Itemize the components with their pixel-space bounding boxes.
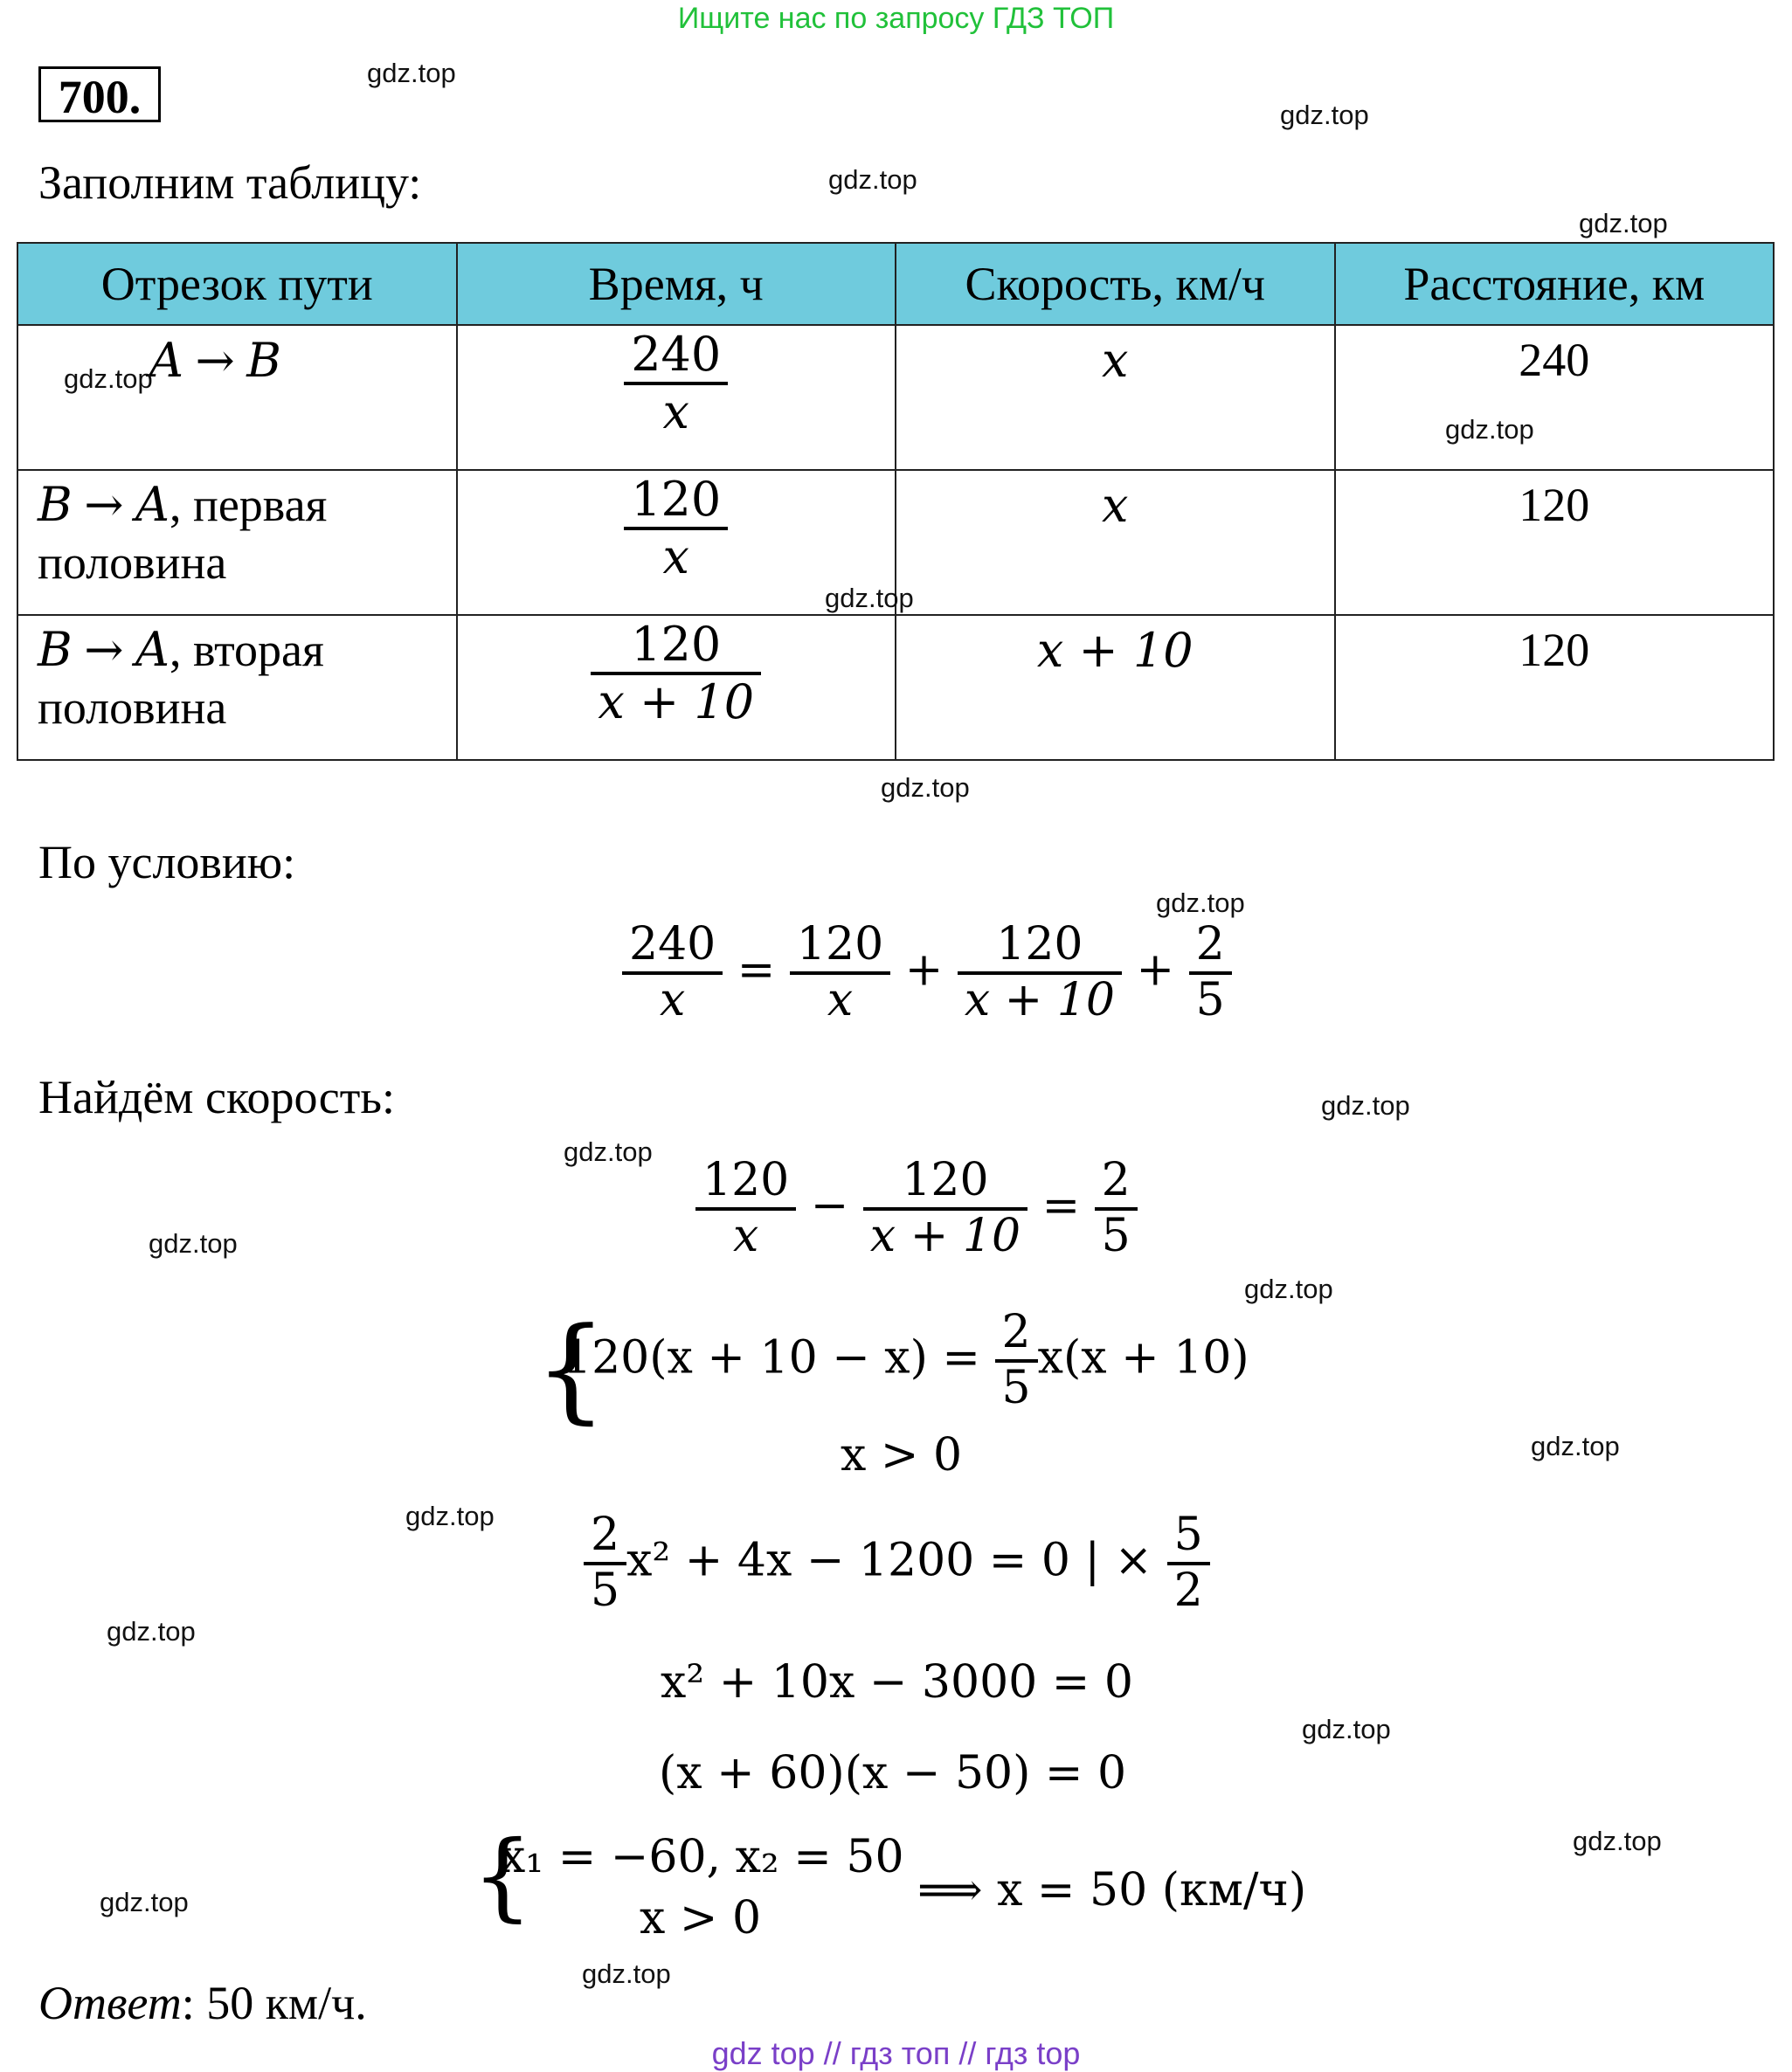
arrow-icon: → (84, 477, 124, 532)
segment-cell (17, 325, 457, 470)
watermark: gdz.top (149, 1228, 238, 1259)
fraction-numerator: 120 (631, 472, 722, 527)
footer-links[interactable]: gdz top // гдз топ // гдз top (711, 2035, 1081, 2071)
speed-cell: x (896, 470, 1335, 615)
watermark: gdz.top (1302, 1714, 1391, 1744)
segment-label: , вторая (169, 624, 324, 676)
watermark: gdz.top (1579, 208, 1668, 238)
fraction (1189, 919, 1232, 1027)
table-header-row (17, 243, 1774, 325)
brace-icon: { (535, 1302, 607, 1435)
fraction-denominator: x (695, 1207, 796, 1263)
fraction-denominator: 2 (1167, 1562, 1210, 1618)
segment-label: половина (38, 681, 227, 734)
fraction-denominator: x + 10 (591, 672, 761, 729)
fraction-numerator: 120 (631, 617, 722, 672)
watermark: gdz.top (825, 583, 914, 613)
system-2-conclusion: ⟹ x = 50 (км/ч) (917, 1864, 1307, 1917)
distance-cell: 120 (1335, 615, 1775, 760)
watermark: gdz.top (1244, 1274, 1333, 1304)
watermark: gdz.top (828, 164, 917, 195)
equation-3: x² + 10x − 3000 = 0 (661, 1656, 1133, 1709)
equation-2 (584, 1509, 1210, 1618)
brace-icon: { (472, 1820, 533, 1931)
equation-part: x² + 4x − 1200 = 0 | × (626, 1534, 1153, 1587)
fraction-numerator: 120 (902, 1154, 989, 1206)
top-banner[interactable]: Ищите нас по запросу ГДЗ ТОП (677, 2, 1115, 35)
fraction-denominator: 5 (584, 1562, 626, 1618)
system-2-line-1: x₁ = −60, x₂ = 50 (500, 1831, 904, 1883)
watermark: gdz.top (582, 1958, 671, 1989)
condition-equation (622, 919, 1232, 1027)
equation-1 (695, 1155, 1138, 1263)
fraction-denominator: x + 10 (863, 1207, 1027, 1263)
table-header: Время, ч (457, 243, 896, 325)
fraction-numerator: 2 (1195, 918, 1225, 970)
distance-cell: 240 (1335, 325, 1775, 470)
table-header: Отрезок пути (17, 243, 457, 325)
table-header: Скорость, км/ч (896, 243, 1335, 325)
watermark: gdz.top (1280, 100, 1369, 130)
segment-point: A (135, 622, 170, 677)
time-fraction (624, 473, 728, 584)
watermark: gdz.top (1531, 1431, 1620, 1461)
fraction (790, 919, 890, 1027)
fraction-denominator: x (624, 382, 728, 439)
fraction-denominator: 5 (1095, 1207, 1138, 1263)
fraction-numerator: 240 (631, 327, 722, 382)
answer (38, 1976, 367, 2030)
fraction-denominator: 5 (995, 1359, 1038, 1415)
table-row (17, 615, 1774, 760)
segment-point: B (38, 622, 73, 677)
system-1-line-1 (563, 1307, 1249, 1415)
segment-cell (17, 470, 457, 615)
system-2-line-2: x > 0 (640, 1892, 762, 1944)
answer-value: : 50 км/ч. (181, 1977, 367, 2029)
fraction-denominator: x + 10 (958, 971, 1122, 1027)
heading-find-speed: Найдём скорость: (38, 1071, 395, 1123)
heading-fill-table: Заполним таблицу: (38, 156, 422, 209)
fraction (695, 1155, 796, 1263)
plus-sign: + (904, 943, 944, 997)
watermark: gdz.top (1445, 414, 1534, 445)
fraction (863, 1155, 1027, 1263)
plus-sign: + (1136, 943, 1175, 997)
fraction-numerator: 240 (629, 918, 716, 970)
distance-cell: 120 (1335, 470, 1775, 615)
time-fraction (624, 328, 728, 439)
segment-cell (17, 615, 457, 760)
table-header: Расстояние, км (1335, 243, 1775, 325)
watermark: gdz.top (1156, 888, 1245, 918)
fraction-denominator: 5 (1189, 971, 1232, 1027)
fraction-numerator: 120 (796, 918, 884, 970)
arrow-icon: → (195, 333, 235, 388)
problem-number: 700. (38, 66, 161, 122)
watermark: gdz.top (367, 58, 456, 88)
equals-sign: = (737, 943, 776, 997)
fraction (584, 1509, 626, 1618)
fraction-denominator: x (624, 527, 728, 584)
arrow-icon: → (84, 622, 124, 677)
system-1-line-2: x > 0 (841, 1429, 963, 1481)
fraction (958, 919, 1122, 1027)
equation-part: x(x + 10) (1037, 1331, 1249, 1385)
equation-4: (x + 60)(x − 50) = 0 (659, 1747, 1127, 1799)
segment-label: , первая (169, 479, 328, 531)
watermark: gdz.top (1573, 1826, 1662, 1856)
heading-condition: По условию: (38, 836, 296, 888)
minus-sign: − (810, 1179, 849, 1233)
fraction (1167, 1509, 1210, 1618)
watermark: gdz.top (107, 1616, 196, 1647)
fraction-numerator: 2 (591, 1509, 620, 1561)
fraction-numerator: 120 (996, 918, 1083, 970)
fraction-numerator: 2 (1001, 1306, 1031, 1358)
fraction-numerator: 5 (1173, 1509, 1203, 1561)
watermark: gdz.top (100, 1887, 189, 1917)
time-cell (457, 325, 896, 470)
equals-sign: = (1041, 1179, 1081, 1233)
segment-point: A (149, 333, 183, 388)
speed-cell: x (896, 325, 1335, 470)
fraction-numerator: 120 (702, 1154, 790, 1206)
watermark: gdz.top (405, 1501, 495, 1531)
fraction (622, 919, 723, 1027)
fraction (1095, 1155, 1138, 1263)
fraction (995, 1307, 1038, 1415)
watermark: gdz.top (564, 1136, 653, 1167)
time-fraction (591, 618, 761, 729)
segment-point: B (246, 333, 281, 388)
segment-label: половина (38, 536, 227, 589)
segment-point: B (38, 477, 73, 532)
watermark: gdz.top (64, 363, 153, 394)
time-cell (457, 615, 896, 760)
equation-part: 120(x + 10 − x) = (563, 1331, 981, 1385)
watermark: gdz.top (881, 772, 970, 803)
answer-label: Ответ (38, 1977, 182, 2029)
table-row (17, 325, 1774, 470)
speed-cell: x + 10 (896, 615, 1335, 760)
fraction-denominator: x (790, 971, 890, 1027)
segment-point: A (135, 477, 170, 532)
fraction-denominator: x (622, 971, 723, 1027)
fraction-numerator: 2 (1101, 1154, 1131, 1206)
watermark: gdz.top (1321, 1090, 1410, 1121)
data-table (17, 242, 1775, 761)
